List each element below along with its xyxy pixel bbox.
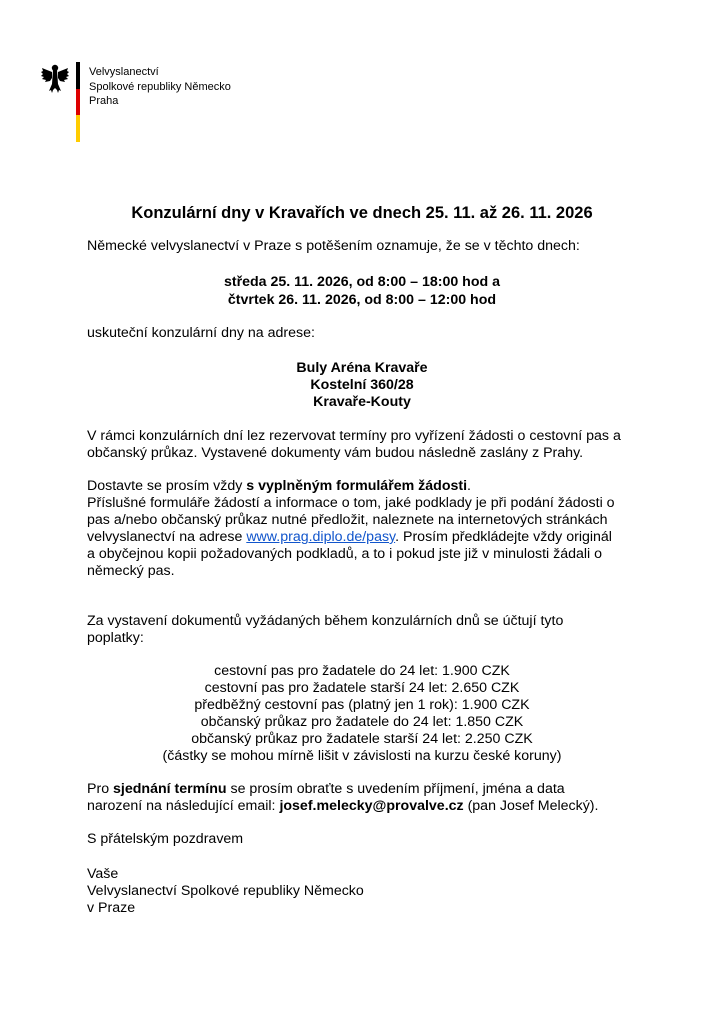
text: Dostavte se prosím vždy — [87, 478, 247, 494]
text: se prosím obraťte s uvedením příjmení, jména a data — [226, 781, 565, 797]
fees-intro: poplatky: — [87, 630, 144, 646]
document-title: Konzulární dny v Kravařích ve dnech 25. 11. až 26. 11. 2026 — [131, 204, 593, 222]
venue-intro: uskuteční konzulární dny na adrese: — [87, 325, 315, 341]
form-line: německý pas. — [87, 563, 175, 579]
german-flag-stripe — [76, 62, 80, 142]
emphasis: s vyplněným formulářem žádosti — [246, 478, 468, 494]
org-line: Velvyslanectví — [89, 66, 159, 78]
emphasis: sjednání termínu — [113, 781, 227, 797]
fee-item: cestovní pas pro žadatele starší 24 let: 2.650 CZK — [204, 680, 520, 696]
date-line: čtvrtek 26. 11. 2026, od 8:00 – 12:00 hod — [227, 292, 497, 308]
contact-email[interactable]: josef.melecky@provalve.cz — [279, 798, 464, 814]
form-line: a obyčejnou kopii požadovaných podkladů, a to i pokud jste již v minulosti žádali o — [87, 546, 603, 562]
text: . — [467, 478, 471, 494]
services-line: občanský průkaz. Vystavené dokumenty vám budou následně zaslány z Prahy. — [87, 445, 584, 461]
fee-item: občanský průkaz pro žadatele do 24 let: 1.850 CZK — [200, 714, 524, 730]
text: velvyslanectví na adrese — [87, 529, 247, 545]
greeting: S přátelským pozdravem — [87, 831, 244, 847]
address-line: Kravaře-Kouty — [313, 394, 411, 410]
fee-note: (částky se mohou mírně lišit v závislosti na kurzu české koruny) — [162, 748, 562, 764]
address-line: Kostelní 360/28 — [310, 377, 414, 393]
date-line: středa 25. 11. 2026, od 8:00 – 18:00 hod a — [223, 274, 501, 290]
flag-stripe-gold — [76, 115, 80, 142]
text: narození na následující email: — [87, 798, 280, 814]
text: Pro — [87, 781, 114, 797]
signature-line: Vaše — [87, 866, 119, 882]
passport-info-link[interactable]: www.prag.diplo.de/pasy — [246, 529, 396, 545]
fee-item: občanský průkaz pro žadatele starší 24 let: 2.250 CZK — [191, 731, 533, 747]
form-line: pas a/nebo občanský průkaz nutné předložit, naleznete na internetových stránkách — [87, 512, 608, 528]
org-line: Spolkové republiky Německo — [89, 80, 231, 93]
eagle-icon — [40, 62, 70, 96]
organization-name — [89, 65, 231, 109]
flag-stripe-black — [76, 62, 80, 89]
signature-line: v Praze — [87, 900, 136, 916]
form-line — [87, 528, 657, 546]
form-line — [87, 477, 657, 495]
fee-item: cestovní pas pro žadatele do 24 let: 1.900 CZK — [214, 663, 510, 679]
contact-line — [87, 780, 657, 798]
flag-stripe-red — [76, 89, 80, 116]
org-line: Praha — [89, 95, 119, 107]
fees-intro: Za vystavení dokumentů vyžádaných během konzulárních dnů se účtují tyto — [87, 613, 564, 629]
text: . Prosím předkládejte vždy originál — [395, 529, 612, 545]
services-line: V rámci konzulárních dní lez rezervovat termíny pro vyřízení žádosti o cestovní pas a — [87, 428, 621, 444]
contact-line — [87, 797, 657, 815]
intro-text: Německé velvyslanectví v Praze s potěšením oznamuje, že se v těchto dnech: — [87, 238, 580, 254]
fee-item: předběžný cestovní pas (platný jen 1 rok): 1.900 CZK — [194, 697, 530, 713]
address-line: Buly Aréna Kravaře — [296, 360, 428, 376]
form-line: Příslušné formuláře žádostí a informace o tom, jaké podklady je při podání žádosti o — [87, 495, 615, 511]
text: (pan Josef Melecký). — [463, 798, 599, 814]
signature-line: Velvyslanectví Spolkové republiky Německo — [87, 883, 364, 899]
